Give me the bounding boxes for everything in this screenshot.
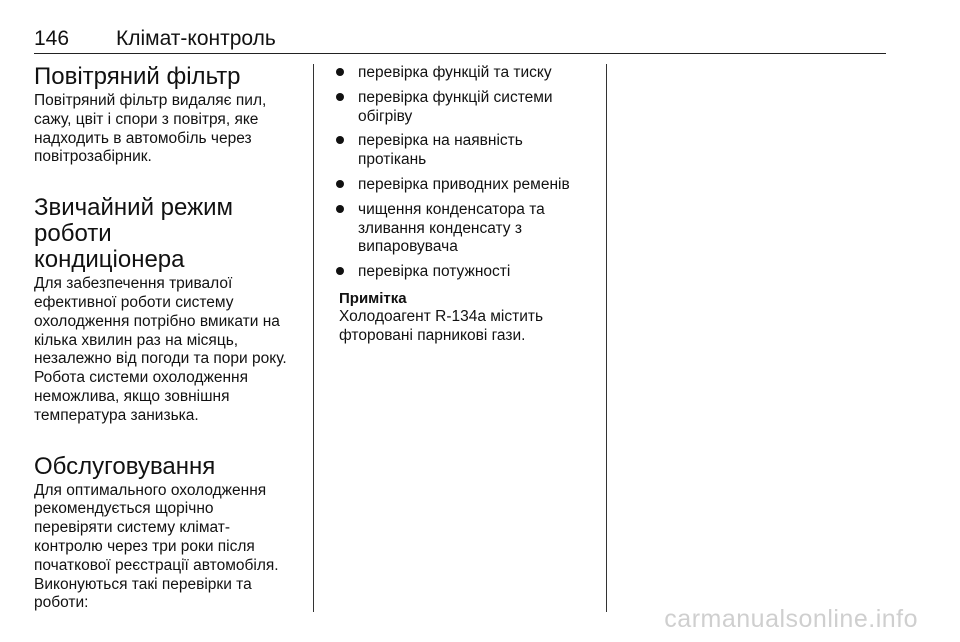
watermark: carmanualsonline.info <box>664 605 918 633</box>
bullet-icon <box>336 136 344 144</box>
list-item <box>333 89 603 127</box>
section-heading-air-filter: Повітряний фільтр <box>34 63 241 90</box>
column-divider <box>313 64 314 612</box>
bullet-icon <box>336 267 344 275</box>
bullet-icon <box>336 180 344 188</box>
page-number: 146 <box>34 27 70 50</box>
section-text-ac-operation: Для забезпечення тривалої ефективної роботи систему охолодження потрібно вмикати на кілька хвилин раз на місяць, незалежно від погоди та пори року. Робота системи охолодження неможлива, якщо зовнішня температура занизька. <box>34 275 287 424</box>
bullet-icon <box>336 68 344 76</box>
list-item <box>333 176 603 195</box>
service-checks-list <box>333 64 603 282</box>
list-item-text: чищення конденсатора та зливання конденсату з випаровувача <box>358 200 545 256</box>
list-item-text: перевірка приводних ременів <box>358 175 570 193</box>
note-title: Примітка <box>339 289 407 307</box>
page-header <box>34 27 886 54</box>
section-heading-ac-operation: Звичайний режим роботи кондиціонера <box>34 194 234 274</box>
note-block <box>333 290 603 346</box>
section-heading-service: Обслуговування <box>34 452 216 480</box>
bullet-icon <box>336 205 344 213</box>
middle-column <box>333 64 603 346</box>
list-item-text: перевірка функцій та тиску <box>358 64 552 81</box>
left-column <box>34 64 304 613</box>
section-text-air-filter: Повітряний фільтр видаляє пил, сажу, цвіт і спори з повітря, яке надходить в автомобіль через повітрозабірник. <box>34 92 267 166</box>
running-title: Клімат-контроль <box>116 27 276 50</box>
note-text: Холодоагент R-134a містить фторовані парникові гази. <box>339 307 544 344</box>
bullet-icon <box>336 93 344 101</box>
section-text-service: Для оптимального охолодження рекомендується щорічно перевіряти систему клімат- контролю через три роки після початкової реєстрації автомобіля. Виконуються такі перевірки та роботи: <box>34 481 279 612</box>
list-item <box>333 201 603 257</box>
list-item-text: перевірка функцій системи обігріву <box>358 88 553 125</box>
list-item-text: перевірка на наявність протікань <box>358 132 523 169</box>
list-item <box>333 263 603 282</box>
list-item-text: перевірка потужності <box>358 263 511 281</box>
column-divider <box>606 64 607 612</box>
list-item <box>333 132 603 170</box>
list-item <box>333 64 603 83</box>
